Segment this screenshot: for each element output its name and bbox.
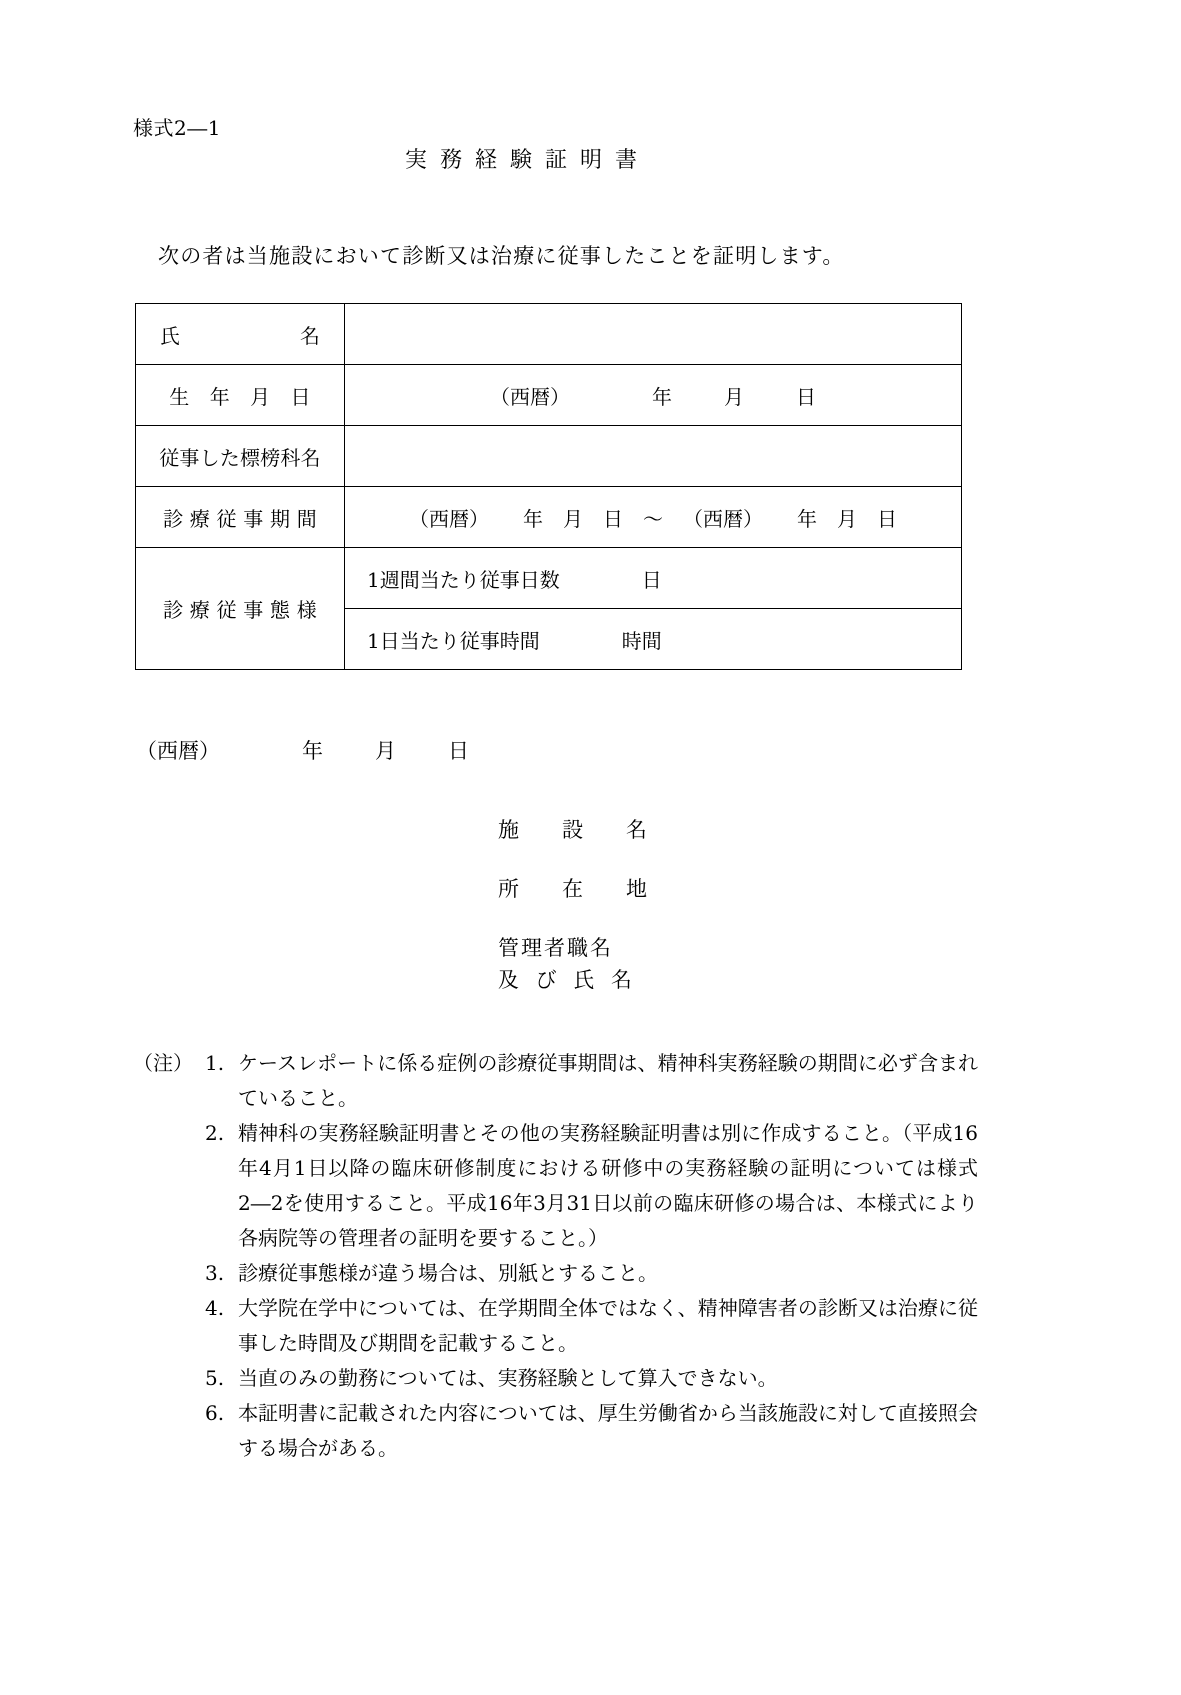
note-text-1: ケースレポートに係る症例の診療従事期間は、精神科実務経験の期間に必ず含まれていること。 [238, 1051, 978, 1110]
period-day-from: 日 [603, 506, 623, 531]
note-item-1 [133, 1046, 978, 1116]
note-text-6: 本証明書に記載された内容については、厚生労働省から当該施設に対して直接照会する場合がある。 [238, 1401, 978, 1460]
row-label-name [136, 304, 345, 365]
row-label-work-mode [136, 548, 345, 670]
mode-days-unit: 日 [641, 567, 662, 592]
lead-sentence: 次の者は当施設において診断又は治療に従事したことを証明します。 [158, 244, 845, 268]
row-value-department[interactable] [345, 426, 962, 487]
mode-hours-text: 1日当たり従事時間 [367, 628, 540, 653]
period-day-to: 日 [877, 506, 897, 531]
issue-date-day: 日 [448, 739, 469, 763]
note-number-6: 6. [205, 1401, 225, 1425]
note-text-4: 大学院在学中については、在学期間全体ではなく、精神障害者の診断又は治療に従事した時間及び期間を記載すること。 [238, 1296, 978, 1355]
birthdate-month: 月 [724, 384, 744, 409]
table-row-name [136, 304, 962, 365]
note-text-3: 診療従事態様が違う場合は、別紙とすること。 [238, 1261, 658, 1285]
issue-date-era: （西暦） [136, 739, 220, 763]
manager-title-line[interactable] [498, 932, 658, 962]
period-month-to: 月 [837, 506, 857, 531]
row-label-period-text: 診 療 従 事 期 間 [163, 506, 317, 531]
birthdate-year: 年 [652, 384, 672, 409]
notes-section [133, 1046, 978, 1466]
page-title: 実務経験証明書 [405, 148, 651, 173]
issue-date-line[interactable] [136, 735, 469, 765]
note-item-6 [133, 1396, 978, 1466]
mode-days-text: 1週間当たり従事日数 [367, 567, 560, 592]
note-number-5: 5. [205, 1366, 225, 1390]
period-year-from: 年 [523, 506, 543, 531]
birthdate-run [345, 381, 961, 410]
manager-name-label: 及 び 氏 名 [498, 968, 638, 992]
row-label-department-text: 従事した標榜科名 [159, 445, 321, 470]
row-label-name-text: 氏 名 [160, 323, 320, 348]
row-value-period[interactable] [345, 487, 962, 548]
note-number-3: 3. [205, 1261, 225, 1285]
period-month-from: 月 [563, 506, 583, 531]
row-label-birthdate-text: 生 年 月 日 [169, 384, 311, 409]
period-tilde: 〜 [643, 506, 663, 531]
manager-title-label: 管理者職名 [498, 936, 613, 960]
table-row-birthdate [136, 365, 962, 426]
period-era-from: （西暦） [409, 506, 489, 531]
row-label-period [136, 487, 345, 548]
issue-date-year: 年 [302, 739, 323, 763]
manager-name-line[interactable] [498, 964, 658, 994]
facility-name-line[interactable] [498, 814, 658, 844]
row-value-birthdate[interactable] [345, 365, 962, 426]
table-row-department [136, 426, 962, 487]
mode-hours-run [345, 625, 961, 654]
notes-marker: （注） [133, 1051, 193, 1075]
note-number-4: 4. [205, 1296, 225, 1320]
note-item-3 [133, 1256, 978, 1291]
note-number-2: 2. [205, 1121, 225, 1145]
table-row-mode-days [136, 548, 962, 609]
note-text-5: 当直のみの勤務については、実務経験として算入できない。 [238, 1366, 778, 1390]
period-year-to: 年 [797, 506, 817, 531]
period-run [345, 503, 961, 532]
mode-hours-unit: 時間 [621, 628, 662, 653]
row-value-mode-days[interactable] [345, 548, 962, 609]
row-value-name[interactable] [345, 304, 962, 365]
note-item-4 [133, 1291, 978, 1361]
facility-address-line[interactable] [498, 873, 658, 903]
birthdate-era: （西暦） [490, 384, 570, 409]
facility-name-label: 施 設 名 [498, 818, 658, 842]
issue-date-month: 月 [375, 739, 396, 763]
period-era-to: （西暦） [683, 506, 763, 531]
form-code: 様式2―1 [133, 116, 221, 140]
row-value-mode-hours[interactable] [345, 609, 962, 670]
note-item-5 [133, 1361, 978, 1396]
row-label-birthdate [136, 365, 345, 426]
row-label-department [136, 426, 345, 487]
mode-days-run [345, 564, 961, 593]
note-number-1: 1. [205, 1051, 225, 1075]
facility-address-label: 所 在 地 [498, 877, 658, 901]
table-row-period [136, 487, 962, 548]
note-item-2 [133, 1116, 978, 1256]
signature-block [498, 814, 658, 1023]
experience-table [135, 303, 962, 670]
birthdate-day: 日 [796, 384, 816, 409]
note-text-2: 精神科の実務経験証明書とその他の実務経験証明書は別に作成すること。（平成16年4月1日以降の臨床研修制度における研修中の実務経験の証明については様式2―2を使用すること。平成16年3月31日以前の臨床研修の場合は、本様式により各病院等の管理者の証明を要すること。） [238, 1121, 978, 1250]
row-label-work-mode-text: 診 療 従 事 態 様 [163, 598, 317, 622]
